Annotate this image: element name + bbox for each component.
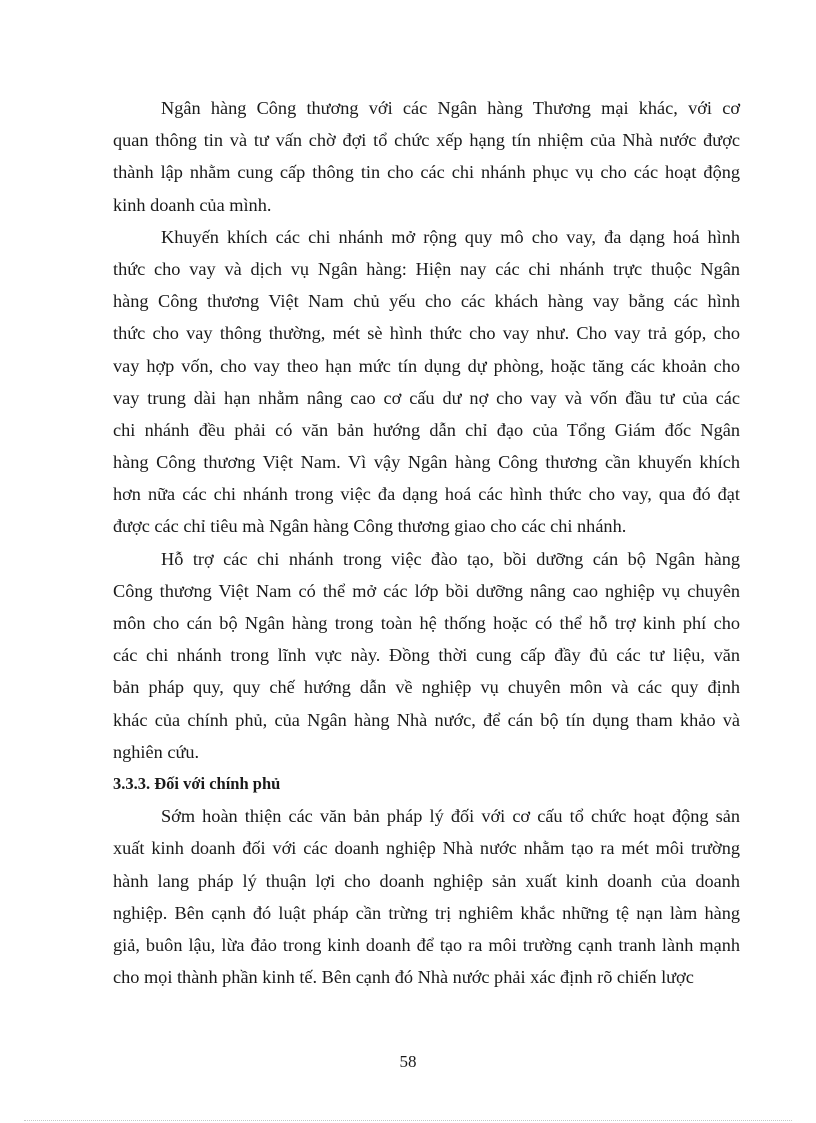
paragraph-2 [113, 221, 740, 543]
section-heading: 3.3.3. Đối với chính phủ [113, 773, 281, 793]
paragraph-line: hàng Công thương Việt Nam. Vì vậy Ngân hàng Công thương cần khuyến khích [113, 452, 740, 473]
paragraph-line: vay hợp vốn, cho vay theo hạn mức tín dụng dự phòng, hoặc tăng các khoản cho [113, 355, 740, 376]
paragraph-line: Sớm hoàn thiện các văn bản pháp lý đối với cơ cấu tổ chức hoạt động sản [161, 806, 740, 827]
paragraph-line: Khuyến khích các chi nhánh mở rộng quy mô cho vay, đa dạng hoá hình [161, 226, 740, 247]
paragraph-4 [113, 800, 740, 993]
paragraph-line: thức cho vay thông thường, mét sè hình thức cho vay như. Cho vay trả góp, cho [113, 323, 740, 344]
paragraph-3 [113, 543, 740, 768]
paragraph-line: xuất kinh doanh đối với các doanh nghiệp Nhà nước nhằm tạo ra mét môi trường [113, 838, 740, 859]
paragraph-line: quan thông tin và tư vấn chờ đợi tổ chức xếp hạng tín nhiệm của Nhà nước được [113, 130, 740, 151]
paragraph-line: khác của chính phủ, của Ngân hàng Nhà nước, để cán bộ tín dụng tham khảo và [113, 709, 740, 730]
paragraph-line: được các chỉ tiêu mà Ngân hàng Công thương giao cho các chi nhánh. [113, 516, 627, 537]
paragraph-line: Ngân hàng Công thương với các Ngân hàng Thương mại khác, với cơ [161, 98, 740, 118]
paragraph-line: vay trung dài hạn nhằm nâng cao cơ cấu dư nợ cho vay và vốn đầu tư của các [113, 387, 740, 408]
paragraph-line: nghiệp. Bên cạnh đó luật pháp cần trừng trị nghiêm khắc những tệ nạn làm hàng [113, 902, 740, 923]
paragraph-line: hơn nữa các chi nhánh trong việc đa dạng hoá các hình thức cho vay, qua đó đạt [113, 484, 740, 505]
paragraph-line: môn cho cán bộ Ngân hàng trong toàn hệ thống hoặc có thể hỗ trợ kinh phí cho [113, 613, 740, 633]
paragraph-line: cho mọi thành phần kinh tế. Bên cạnh đó Nhà nước phải xác định rõ chiến lược [113, 967, 694, 988]
paragraph-line: chi nhánh đều phải có văn bản hướng dẫn chỉ đạo của Tổng Giám đốc Ngân [113, 419, 740, 440]
paragraph-line: Hỗ trợ các chi nhánh trong việc đào tạo, bồi dưỡng cán bộ Ngân hàng [161, 548, 740, 569]
paragraph-line: kinh doanh của mình. [113, 194, 272, 215]
paragraph-line: bản pháp quy, quy chế hướng dẫn về nghiệp vụ chuyên môn và các quy định [113, 677, 740, 698]
page-number: 58 [399, 1052, 417, 1071]
paragraph-line: thành lập nhằm cung cấp thông tin cho các chi nhánh phục vụ cho các hoạt động [113, 162, 740, 183]
paragraph-line: nghiên cứu. [113, 741, 200, 762]
paragraph-line: hàng Công thương Việt Nam chủ yếu cho các khách hàng vay bằng các hình [113, 291, 740, 312]
document-body [113, 92, 740, 993]
paragraph-line: thức cho vay và dịch vụ Ngân hàng: Hiện nay các chi nhánh trực thuộc Ngân [113, 258, 740, 279]
paragraph-line: các chi nhánh trong lĩnh vực này. Đồng thời cung cấp đầy đủ các tư liệu, văn [113, 645, 740, 666]
paragraph-line: giả, buôn lậu, lừa đảo trong kinh doanh để tạo ra môi trường cạnh tranh lành mạnh [113, 934, 740, 955]
paragraph-line: Công thương Việt Nam có thể mở các lớp bồi dưỡng nâng cao nghiệp vụ chuyên [113, 580, 740, 601]
paragraph-1 [113, 92, 740, 221]
page-bottom-divider [24, 1120, 792, 1121]
paragraph-line: hành lang pháp lý thuận lợi cho doanh nghiệp sản xuất kinh doanh của doanh [113, 870, 740, 891]
